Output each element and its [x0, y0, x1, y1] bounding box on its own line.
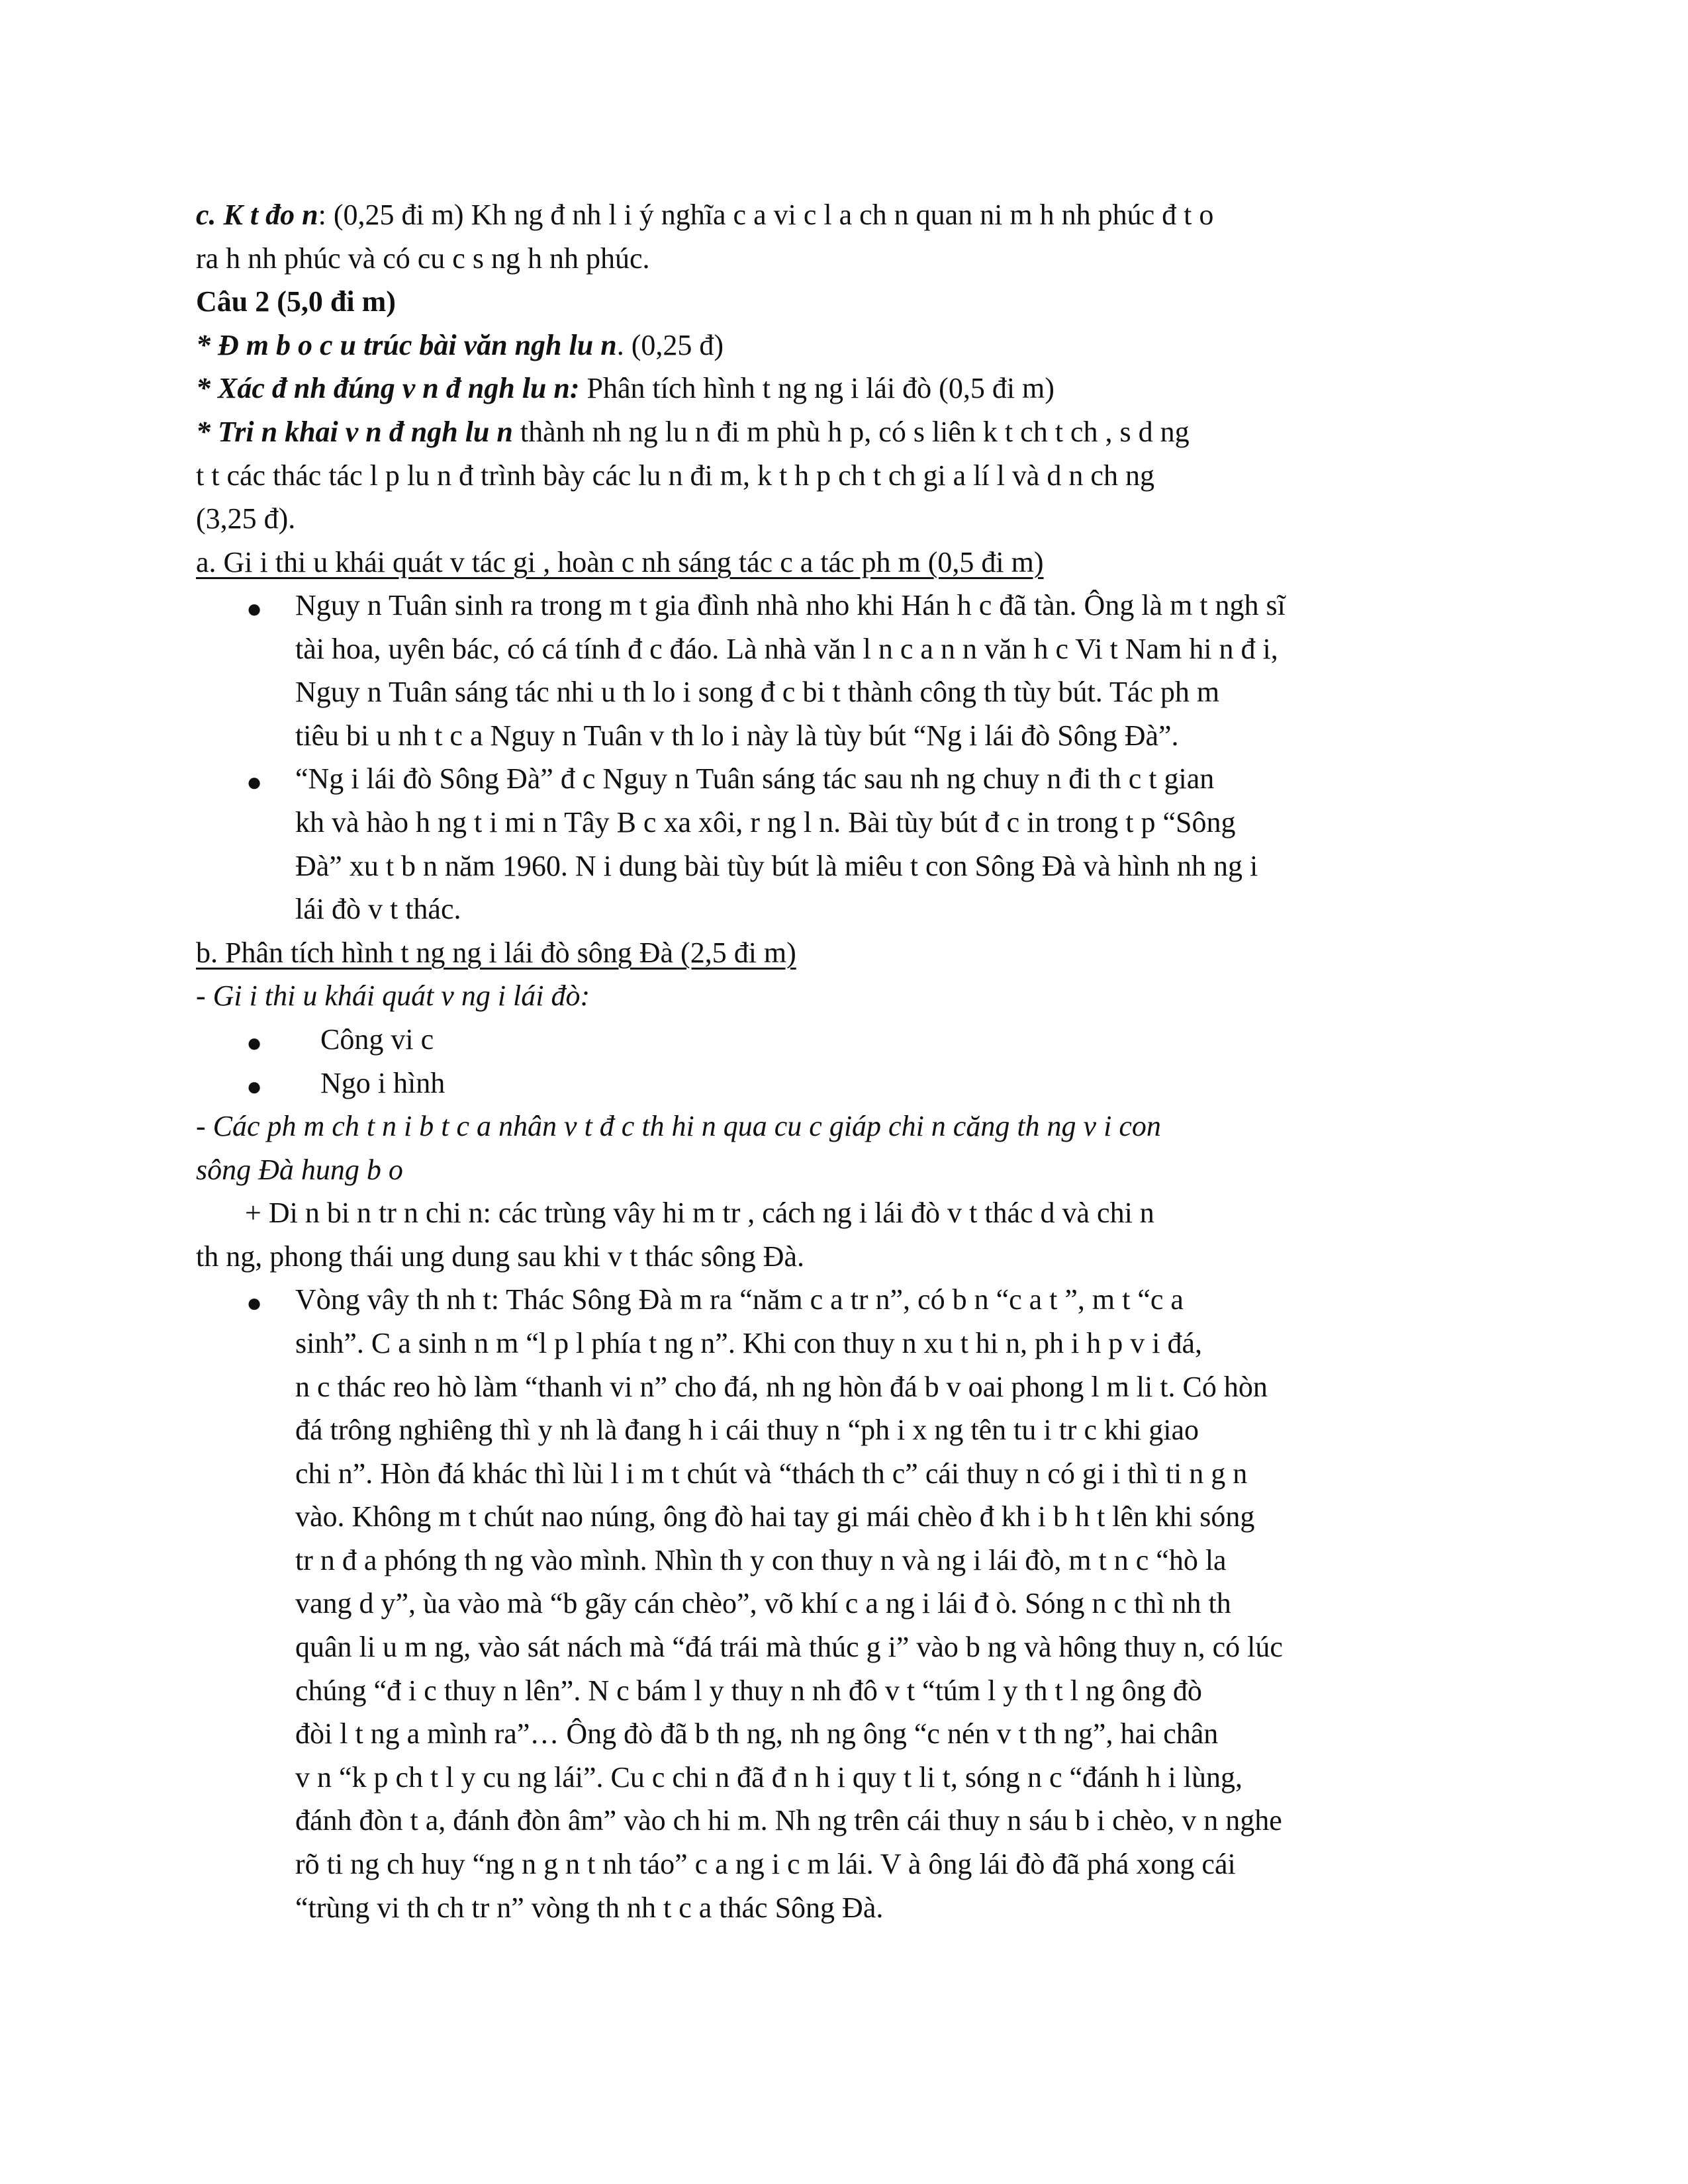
development-line-2: th ng, phong thái ung dung sau khi v t thác sông Đà. — [196, 1240, 805, 1273]
question-2-title: Câu 2 (5,0 đi m) — [196, 285, 396, 318]
conclusion-colon: : — [318, 199, 326, 231]
conclusion-line-1 — [196, 201, 1213, 230]
ferryman-intro: - Gi i thi u khái quát v ng i lái đò: — [196, 979, 590, 1012]
bullet-dot: ● — [246, 1028, 263, 1058]
requirement-3-label: * Tri n khai v n đ ngh lu n — [196, 416, 513, 448]
section-a-heading: a. Gi i thi u khái quát v tác gi , hoàn c nh sáng tác c a tác ph m (0,5 đi m) — [196, 546, 1044, 578]
requirement-3-line-3: (3,25 đ). — [196, 502, 296, 535]
battle-line-2: sinh”. C a sinh n m “l p l phía t ng n”. Khi con thuy n xu t hi n, ph i h p v i đá, — [295, 1327, 1202, 1359]
section-a-bullet-1-line-3: Nguy n Tuân sáng tác nhi u th lo i song đ c bi t thành công th tùy bút. Tác ph m — [295, 676, 1220, 708]
battle-line-8: vang d y”, ùa vào mà “b gãy cán chèo”, võ khí c a ng i lái đ ò. Sóng n c thì nh th — [295, 1587, 1231, 1619]
battle-line-15: “trùng vi th ch tr n” vòng th nh t c a thác Sông Đà. — [295, 1891, 884, 1924]
intro-item-work: Công vi c — [320, 1023, 434, 1056]
qualities-line-2: sông Đà hung b o — [196, 1154, 403, 1186]
battle-line-3: n c thác reo hò làm “thanh vi n” cho đá, nh ng hòn đá b v oai phong l m li t. Có hòn — [295, 1371, 1268, 1403]
battle-line-11: đòi l t ng a mình ra”… Ông đò đã b th ng, nh ng ông “c nén v t th ng”, hai chân — [295, 1717, 1219, 1750]
battle-line-7: tr n đ a phóng th ng vào mình. Nhìn th y con thuy n và ng i lái đò, m t n c “hò la — [295, 1544, 1227, 1576]
section-a-bullet-1-line-4: tiêu bi u nh t c a Nguy n Tuân v th lo i này là tùy bút “Ng i lái đò Sông Đà”. — [295, 719, 1179, 752]
battle-line-1: Vòng vây th nh t: Thác Sông Đà m ra “năm c a tr n”, có b n “c a t ”, m t “c a — [295, 1283, 1184, 1316]
qualities-line-1: - Các ph m ch t n i b t c a nhân v t đ c th hi n qua cu c giáp chi n căng th ng v i con — [196, 1110, 1161, 1142]
requirement-3-text: thành nh ng lu n đi m phù h p, có s liên k t ch t ch , s d ng — [512, 416, 1190, 448]
section-a-bullet-2-line-4: lái đò v t thác. — [295, 893, 461, 925]
requirement-2-text: Phân tích hình t ng ng i lái đò (0,5 đi m) — [579, 372, 1055, 404]
section-a-bullet-2-line-2: kh và hào h ng t i mi n Tây B c xa xôi, r ng l n. Bài tùy bút đ c in trong t p “Sông — [295, 806, 1236, 839]
battle-line-10: chúng “đ i c thuy n lên”. N c bám l y thuy n nh đô v t “túm l y th t l ng ông đò — [295, 1674, 1202, 1707]
requirement-2-label: * Xác đ nh đúng v n đ ngh lu n: — [196, 372, 580, 404]
battle-line-5: chi n”. Hòn đá khác thì lùi l i m t chút và “thách th c” cái thuy n có gi i thì ti n g n — [295, 1457, 1248, 1490]
conclusion-text: (0,25 đi m) Kh ng đ nh l i ý nghĩa c a vi c l a ch n quan ni m h nh phúc đ t o — [326, 199, 1214, 231]
battle-line-14: rõ ti ng ch huy “ng n g n t nh táo” c a ng i c m lái. V à ông lái đò đã phá xong cái — [295, 1848, 1236, 1880]
battle-line-6: vào. Không m t chút nao núng, ông đò hai tay gi mái chèo đ kh i b h t lên khi sóng — [295, 1500, 1255, 1533]
section-a-bullet-2-line-1: “Ng i lái đò Sông Đà” đ c Nguy n Tuân sáng tác sau nh ng chuy n đi th c t gian — [295, 762, 1215, 795]
bullet-dot: ● — [246, 1071, 263, 1101]
development-line-1: + Di n bi n tr n chi n: các trùng vây hi m tr , cách ng i lái đò v t thác d và chi n — [245, 1197, 1154, 1229]
bullet-dot: ● — [246, 1288, 263, 1318]
requirement-1 — [196, 331, 724, 360]
conclusion-label: c. K t đo n — [196, 199, 318, 231]
battle-line-13: đánh đòn t a, đánh đòn âm” vào ch hi m. Nh ng trên cái thuy n sáu b i chèo, v n nghe — [295, 1804, 1282, 1837]
requirement-3-line-2: t t các thác tác l p lu n đ trình bày các lu n đi m, k t h p ch t ch gi a lí l và d n ch ng — [196, 459, 1154, 492]
conclusion-line-2: ra h nh phúc và có cu c s ng h nh phúc. — [196, 242, 650, 275]
section-a-bullet-2-line-3: Đà” xu t b n năm 1960. N i dung bài tùy bút là miêu t con Sông Đà và hình nh ng i — [295, 850, 1258, 882]
requirement-1-text: . (0,25 đ) — [616, 329, 724, 361]
bullet-dot: ● — [246, 767, 263, 797]
requirement-3 — [196, 418, 1190, 447]
bullet-dot: ● — [246, 594, 263, 623]
section-a-bullet-1-line-1: Nguy n Tuân sinh ra trong m t gia đình nhà nho khi Hán h c đã tàn. Ông là m t ngh sĩ — [295, 589, 1286, 621]
intro-item-appearance: Ngo i hình — [320, 1067, 445, 1099]
requirement-2 — [196, 374, 1055, 403]
section-b-heading: b. Phân tích hình t ng ng i lái đò sông Đà (2,5 đi m) — [196, 936, 796, 969]
battle-line-4: đá trông nghiêng thì y nh là đang h i cái thuy n “ph i x ng tên tu i tr c khi giao — [295, 1414, 1199, 1446]
section-a-bullet-1-line-2: tài hoa, uyên bác, có cá tính đ c đáo. Là nhà văn l n c a n n văn h c Vi t Nam hi n đ i, — [295, 633, 1278, 665]
battle-line-9: quân li u m ng, vào sát nách mà “đá trái mà thúc g i” vào b ng và hông thuy n, có lúc — [295, 1631, 1283, 1663]
requirement-1-label: * Đ m b o c u trúc bài văn ngh lu n — [196, 329, 617, 361]
battle-line-12: v n “k p ch t l y cu ng lái”. Cu c chi n đã đ n h i quy t li t, sóng n c “đánh h i lùng, — [295, 1761, 1243, 1794]
